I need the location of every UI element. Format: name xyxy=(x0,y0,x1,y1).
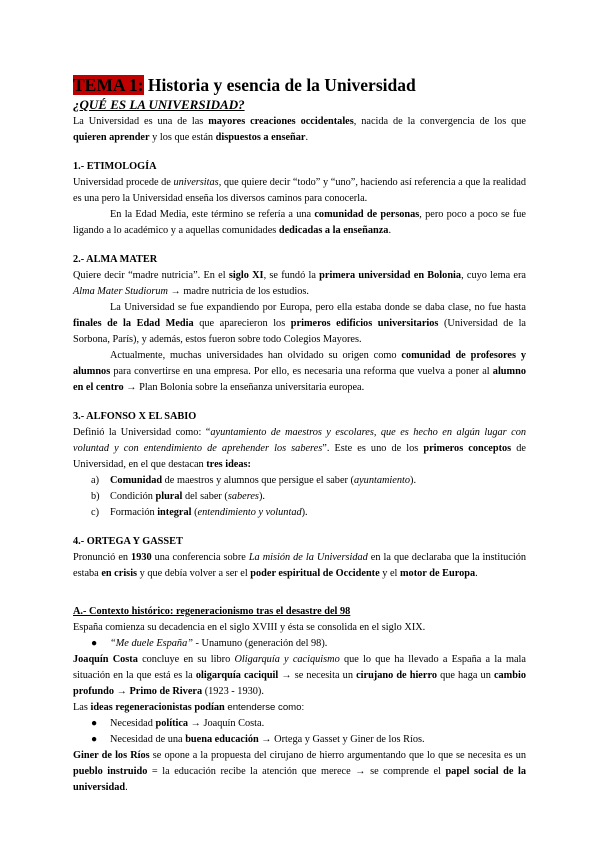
contexto-paragraph-4: Giner de los Ríos se opone a la propuesta del cirujano de hierro argumentando que lo que se necesita es un pueblo instruido = la educación recibe la atención que merece → se comprende el papel social de la universidad. xyxy=(73,750,526,793)
etimologia-paragraph-2: En la Edad Media, este término se refería a una comunidad de personas, pero poco a poco se fue ligando a lo académico y a aquellas comunidades dedicadas a la enseñanza. xyxy=(73,209,526,236)
bullet-icon: ● xyxy=(91,734,98,745)
list-item: ● “Me duele España” - Unamuno (generación del 98). xyxy=(73,636,526,652)
list-item: ● Necesidad de una buena educación → Ortega y Gasset y Giner de los Ríos. xyxy=(73,732,526,748)
etimologia-paragraph-1: Universidad procede de universitas, que quiere decir “todo” y “uno”, haciendo así referencia a que la realidad es una pero la Universidad enseña los diversos caminos para conocerla. xyxy=(73,177,527,204)
contexto-paragraph-1: España comienza su decadencia en el siglo XVIII y ésta se consolida en el siglo XIX. xyxy=(73,622,426,633)
section-heading-alfonso-x: 3.- ALFONSO X EL SABIO xyxy=(73,411,197,422)
ortega-paragraph: Pronunció en 1930 una conferencia sobre La misión de la Universidad en la que declaraba que la institución estaba en crisis y que debía volver a ser el poder espiritual de Occidente y el motor de Europa. xyxy=(73,552,527,579)
title-text: Historia y esencia de la Universidad xyxy=(143,75,416,95)
tema-label: TEMA 1: xyxy=(73,75,144,95)
contexto-paragraph-3: Las ideas regeneracionistas podían entenderse como: xyxy=(73,702,305,713)
section-heading-etimologia: 1.- ETIMOLOGÍA xyxy=(73,161,157,172)
list-item: a) Comunidad de maestros y alumnos que persigue el saber (ayuntamiento). xyxy=(91,475,417,486)
section-heading-ortega: 4.- ORTEGA Y GASSET xyxy=(73,536,183,547)
alfonso-paragraph-1: Definió la Universidad como: “ayuntamiento de maestros y escolares, que es hecho en algún lugar con voluntad y con entendimiento de aprehender los saberes”. Este es uno de los primeros conceptos de Universidad, en el que destacan tres ideas: xyxy=(73,427,526,470)
bullet-icon: ● xyxy=(91,638,98,649)
subtitle: ¿QUÉ ES LA UNIVERSIDAD? xyxy=(73,97,245,112)
list-item: b) Condición plural del saber (saberes). xyxy=(91,491,265,502)
bullet-icon: ● xyxy=(91,718,98,729)
intro-paragraph: La Universidad es una de las mayores creaciones occidentales, nacida de la convergencia de los que quieren aprender y los que están dispuestos a enseñar. xyxy=(73,116,526,143)
section-heading-contexto: A.- Contexto histórico: regeneracionismo tras el desastre del 98 xyxy=(73,606,351,617)
ideas-list xyxy=(73,473,526,521)
document-page xyxy=(73,74,526,796)
list-item: ● Necesidad política → Joaquín Costa. xyxy=(73,716,526,732)
contexto-paragraph-2: Joaquín Costa concluye en su libro Oligarquía y caciquismo que lo que ha llevado a España a la mala situación en la que está es la oligarquía caciquil → se necesita un cirujano de hierro que haga un cambio profundo → Primo de Rivera (1923 - 1930). xyxy=(73,654,526,697)
alma-mater-paragraph-2: La Universidad se fue expandiendo por Europa, pero ella estaba donde se daba clase, no fue hasta finales de la Edad Media que aparecieron los primeros edificios universitarios (Universidad de la Sorbona, París), y además, estos fueron sobre todo Colegios Mayores. xyxy=(73,302,527,345)
list-item: c) Formación integral (entendimiento y voluntad). xyxy=(91,507,308,518)
section-heading-alma-mater: 2.- ALMA MATER xyxy=(73,254,158,265)
alma-mater-paragraph-1: Quiere decir “madre nutricia”. En el siglo XI, se fundó la primera universidad en Bolonia, cuyo lema era Alma Mater Studiorum → madre nutricia de los estudios. xyxy=(73,270,526,297)
alma-mater-paragraph-3: Actualmente, muchas universidades han olvidado su origen como comunidad de profesores y alumnos para convertirse en una empresa. Por ello, es necesaria una reforma que vuelva a poner al alumno en el centro → Plan Bolonia sobre la enseñanza universitaria europea. xyxy=(73,350,526,393)
document-title xyxy=(73,74,526,96)
